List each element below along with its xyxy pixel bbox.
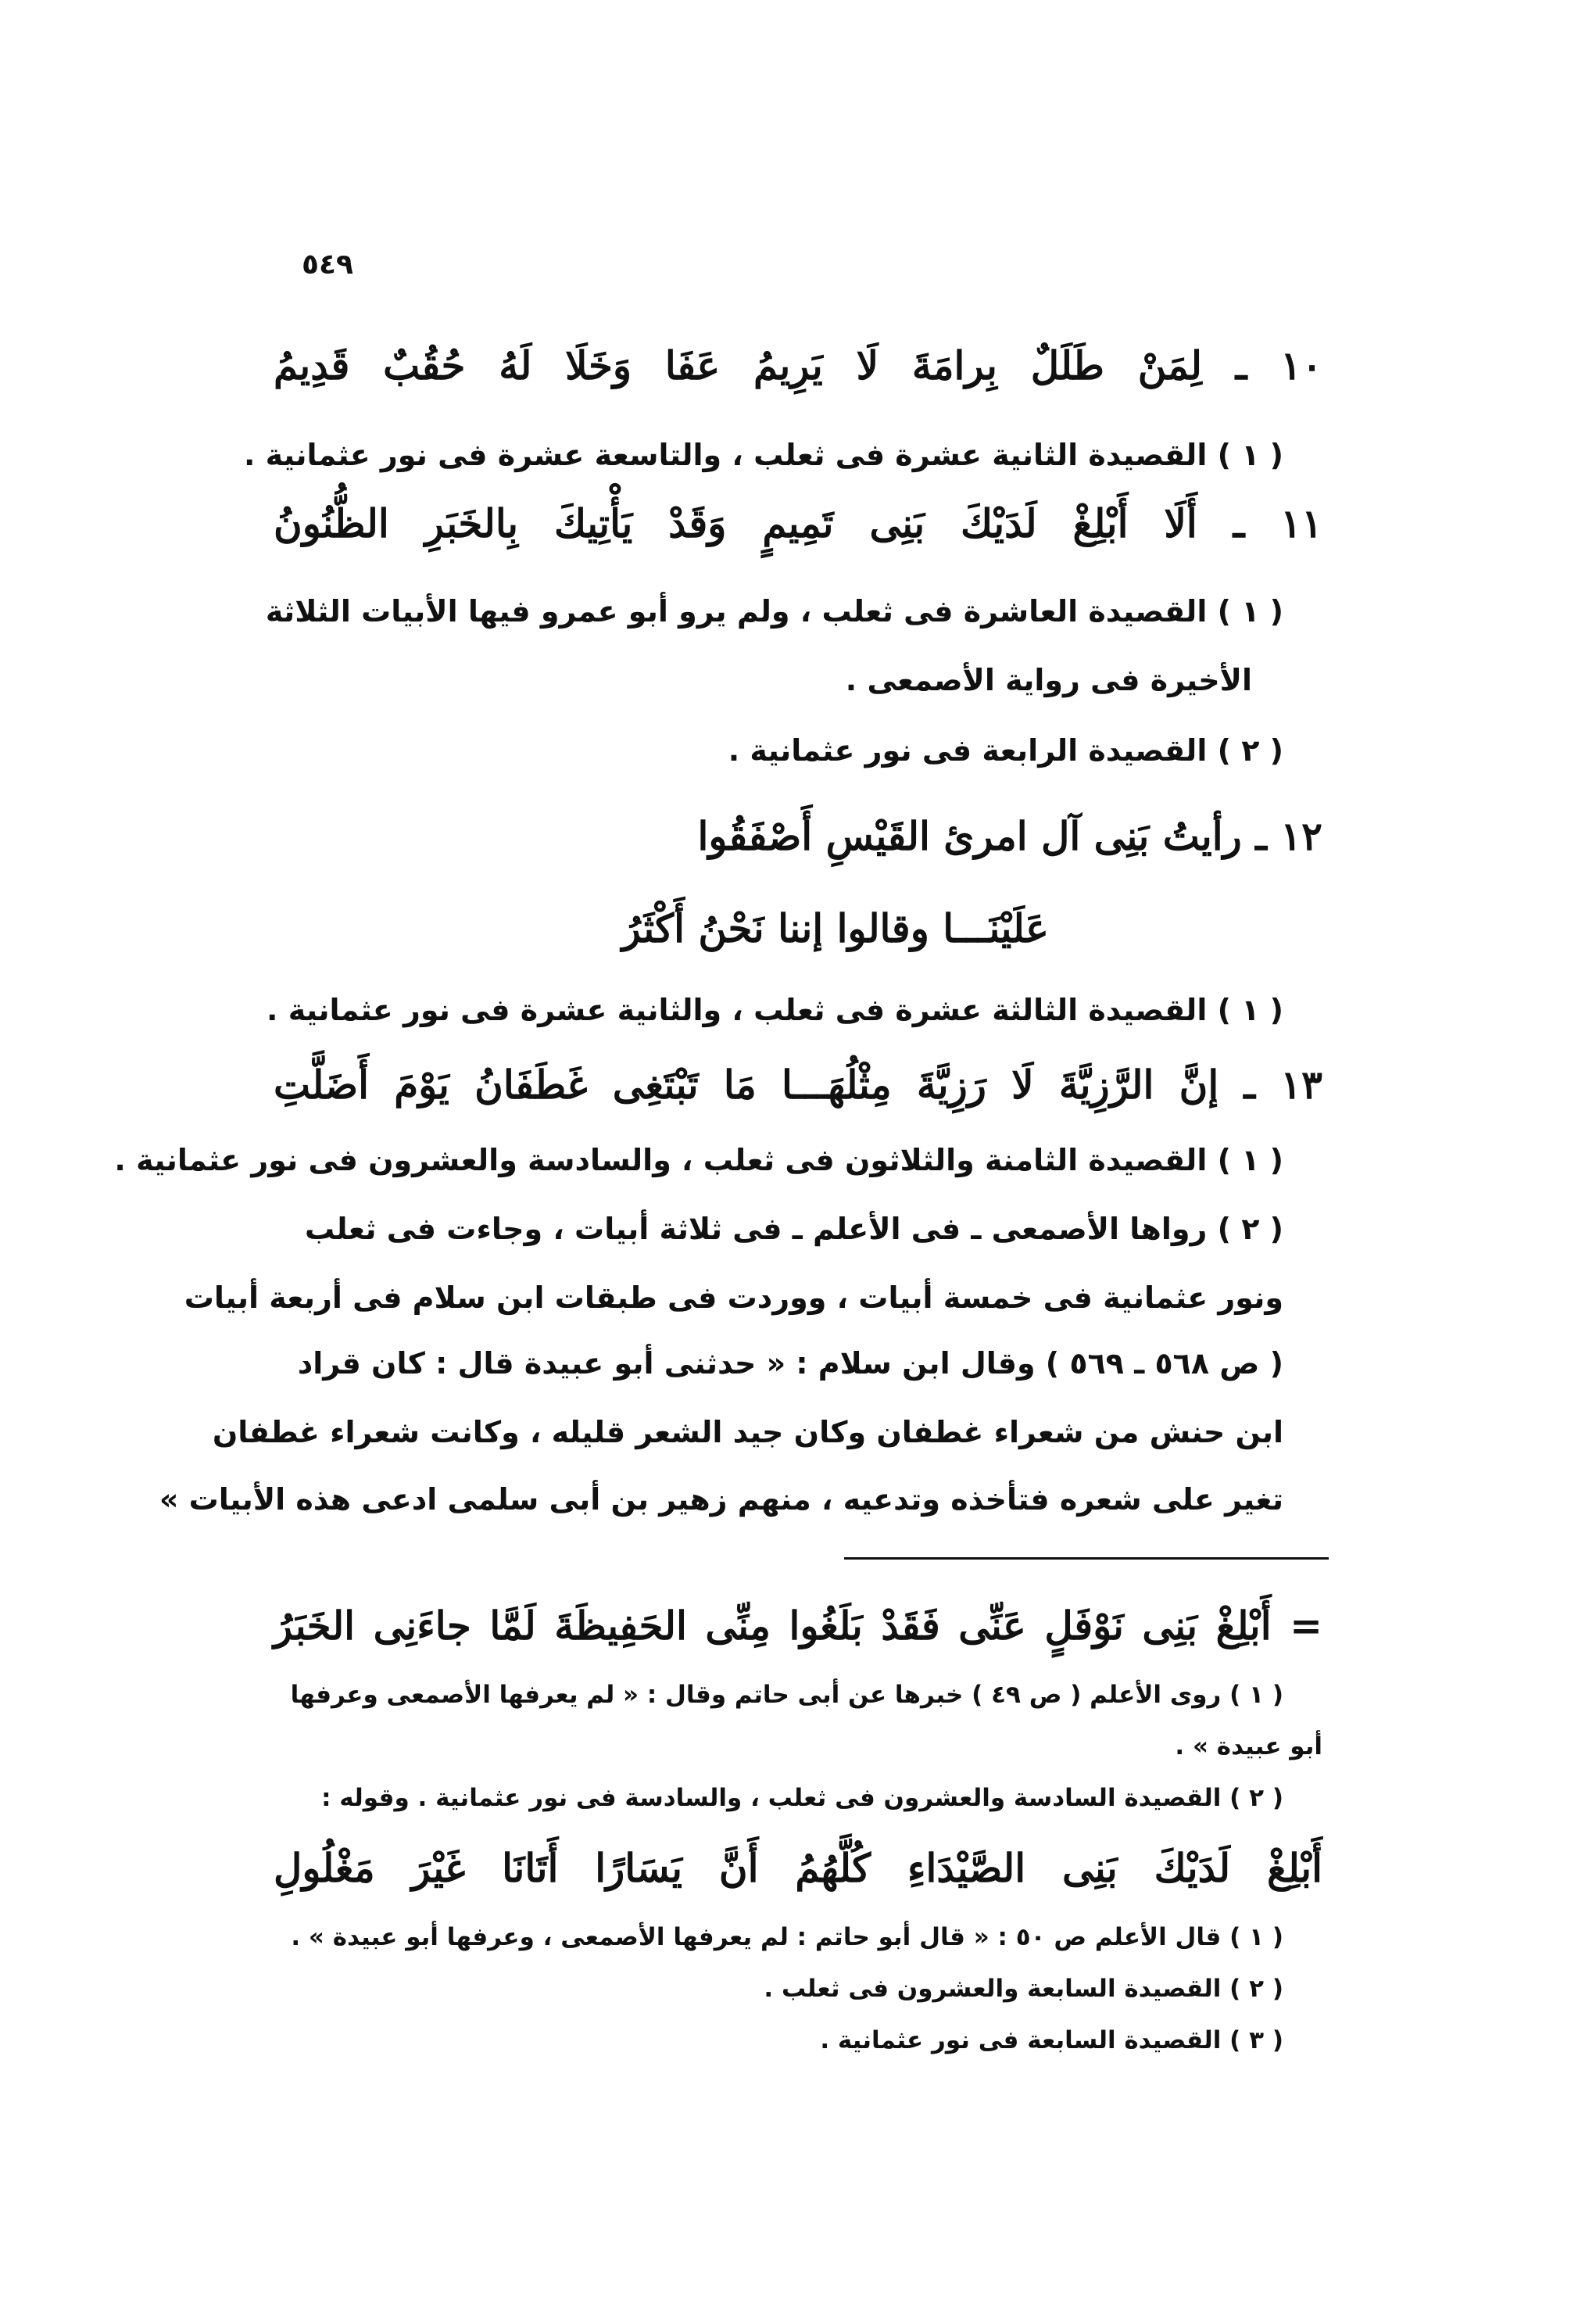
- verse-10: ١٠ ـ لِمَنْ طَلَلٌ بِرامَةَ لَا يَرِيمُ عَفَا وَخَلَا لَهُ حُقُبٌ قَدِيمُ: [274, 342, 1322, 389]
- footnote-verse-a: = أَبْلِغْ بَنِى نَوْفَلٍ عَنِّى فَقَدْ بَلَغُوا مِنِّى الحَفِيظَةَ لَمَّا جاءَنِى الخَبَرُ: [274, 1603, 1322, 1649]
- footnote-verse-b: أَبْلِغْ لَدَيْكَ بَنِى الصَّيْدَاءِ كُلَّهُمُ أَنَّ يَسَارًا أَتَانَا غَيْرَ مَغْلُولِ: [274, 1845, 1322, 1891]
- note-13-1: ( ١ ) القصيدة الثامنة والثلاثون فى ثعلب ، والسادسة والعشرون فى نور عثمانية .: [114, 1143, 1283, 1177]
- footnote-b-2: ( ٢ ) القصيدة السابعة والعشرون فى ثعلب .: [764, 1975, 1283, 2003]
- note-13-2b: ونور عثمانية فى خمسة أبيات ، ووردت فى طبقات ابن سلام فى أربعة أبيات: [184, 1280, 1283, 1315]
- footnote-a-1a: ( ١ ) روى الأعلم ( ص ٤٩ ) خبرها عن أبى حاتم وقال : « لم يعرفها الأصمعى وعرفها: [290, 1681, 1283, 1709]
- note-13-2e: تغير على شعره فتأخذه وتدعيه ، منهم زهير بن أبى سلمى ادعى هذه الأبيات »: [159, 1482, 1283, 1517]
- footnote-b-1: ( ١ ) قال الأعلم ص ٥٠ : « قال أبو حاتم : لم يعرفها الأصمعى ، وعرفها أبو عبيدة » .: [291, 1923, 1283, 1951]
- note-12-1: ( ١ ) القصيدة الثالثة عشرة فى ثعلب ، والثانية عشرة فى نور عثمانية .: [267, 993, 1283, 1027]
- note-13-2d: ابن حنش من شعراء غطفان وكان جيد الشعر قليله ، وكانت شعراء غطفان: [212, 1415, 1283, 1449]
- note-11-1b: الأخيرة فى رواية الأصمعى .: [845, 663, 1252, 697]
- note-10-1: ( ١ ) القصيدة الثانية عشرة فى ثعلب ، والتاسعة عشرة فى نور عثمانية .: [244, 438, 1283, 472]
- note-13-2a: ( ٢ ) رواها الأصمعى ـ فى الأعلم ـ فى ثلاثة أبيات ، وجاءت فى ثعلب: [305, 1212, 1283, 1246]
- note-13-2c: ( ص ٥٦٨ ـ ٥٦٩ ) وقال ابن سلام : « حدثنى أبو عبيدة قال : كان قراد: [297, 1346, 1283, 1381]
- note-11-1a: ( ١ ) القصيدة العاشرة فى ثعلب ، ولم يرو أبو عمرو فيها الأبيات الثلاثة: [265, 594, 1283, 629]
- footnote-a-1b: أبو عبيدة » .: [1175, 1732, 1322, 1760]
- verse-13: ١٣ ـ إنَّ الرَّزِيَّةَ لَا رَزِيَّةَ مِثْلُهَـــا مَا تَبْتَغِى غَطَفَانُ يَوْمَ أَضَلَّتِ: [274, 1062, 1322, 1108]
- footnote-a-2: ( ٢ ) القصيدة السادسة والعشرون فى ثعلب ، والسادسة فى نور عثمانية . وقوله :: [321, 1784, 1283, 1812]
- verse-11: ١١ ـ أَلَا أَبْلِغْ لَدَيْكَ بَنِى تَمِيمٍ وَقَدْ يَأْتِيكَ بِالخَبَرِ الظُّنُونُ: [274, 500, 1322, 546]
- footnote-separator: [844, 1557, 1329, 1560]
- note-11-2: ( ٢ ) القصيدة الرابعة فى نور عثمانية .: [728, 733, 1283, 768]
- page-number: ٥٤٩: [302, 249, 353, 281]
- verse-12b: عَلَيْنَـــا وقالوا إننا نَحْنُ أَكْثَرُ: [621, 905, 1049, 951]
- verse-12a: ١٢ ـ رأيتُ بَنِى آل امرئ القَيْسِ أَصْفَقُوا: [697, 813, 1322, 859]
- footnote-b-3: ( ٣ ) القصيدة السابعة فى نور عثمانية .: [820, 2026, 1283, 2054]
